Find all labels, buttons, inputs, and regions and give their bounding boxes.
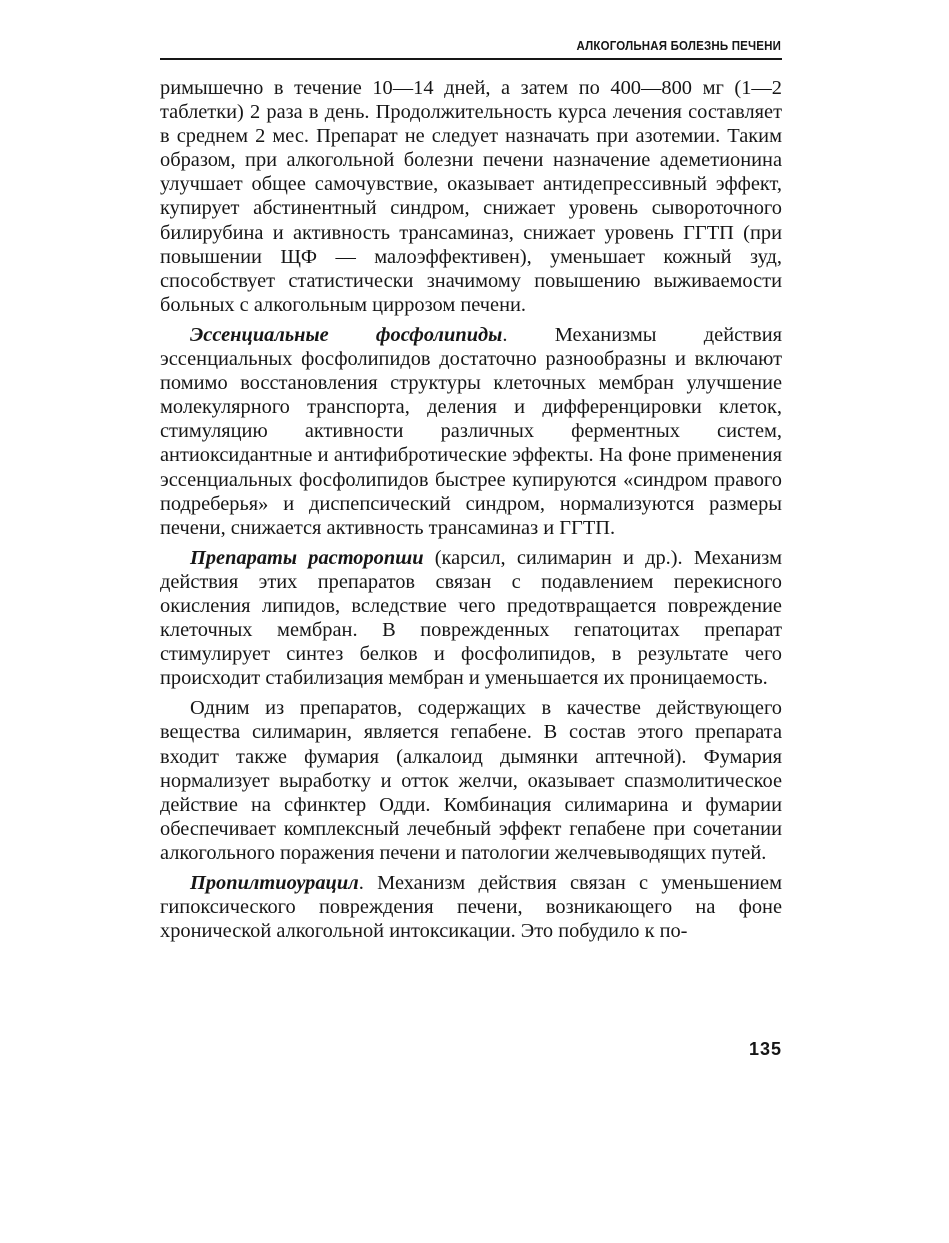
body-text (160, 76, 782, 943)
paragraph-propylthiouracil (160, 871, 782, 943)
paragraph-text: (карсил, силимарин и др.). Механизм действия этих препаратов связан с подавлением перекисного окисления липидов, вследствие чего предотвращается повреждение клеточных мембран. В поврежденных гепатоцитах препарат стимулирует синтез белков и фосфолипидов, в результате чего происходит стабилизация мембран и уменьшается их проницаемость. (160, 546, 782, 690)
paragraph-term: Препараты расторопши (190, 546, 424, 569)
paragraph-term: Пропилтиоурацил (190, 872, 359, 894)
paragraph-milk-thistle (160, 546, 782, 691)
paragraph-text: Одним из препаратов, содержащих в качестве действующего вещества силимарин, является гепабене. В состав этого препарата входит также фумария (алкалоид дымянки аптечной). Фумария нормализует выработку и отток желчи, оказывает спазмолитическое действие на сфинктер Одди. Комбинация силимарина и фумарии обеспечивает комплексный лечебный эффект гепабене при сочетании алкогольного поражения печени и патологии желчевыводящих путей. (160, 697, 782, 864)
paragraph-essential-phospholipids (160, 323, 782, 540)
header-rule (160, 58, 782, 60)
book-page (160, 38, 782, 943)
paragraph-term: Эссенциальные фосфолипиды (190, 323, 503, 346)
paragraph-hepabene (160, 696, 782, 865)
paragraph-adementionine-continued (160, 76, 782, 317)
paragraph-text: римышечно в течение 10—14 дней, а затем по 400—800 мг (1—2 таблетки) 2 раза в день. Продолжительность курса лечения составляет в среднем 2 мес. Препарат не следует назначать при азотемии. Таким образом, при алкогольной болезни печени назначение адеметионина улучшает общее самочувствие, оказывает антидепрессивный эффект, купирует абстинентный синдром, снижает уровень сывороточного билирубина и активность трансаминаз, снижает уровень ГГТП (при повышении ЩФ — малоэффективен), уменьшает кожный зуд, способствует статистически значимому повышению выживаемости больных с алкогольным циррозом печени. (160, 77, 782, 316)
paragraph-text: . Механизм действия связан с уменьшением гипоксического повреждения печени, возникающего на фоне хронической алкогольной интоксикации. Это побудило к по- (160, 872, 782, 943)
page-number: 135 (748, 1039, 782, 1059)
paragraph-text: . Механизмы действия эссенциальных фосфолипидов достаточно разнообразны и включают помимо восстановления структуры клеточных мембран улучшение молекулярного транспорта, деления и дифференцировки клеток, стимуляцию активности различных ферментных систем, антиоксидантные и антифибротические эффекты. На фоне применения эссенциальных фосфолипидов быстрее купируются «синдром правого подреберья» и диспепсический синдром, нормализуются размеры печени, снижается активность трансаминаз и ГГТП. (160, 323, 783, 539)
running-header: АЛКОГОЛЬНАЯ БОЛЕЗНЬ ПЕЧЕНИ (576, 39, 782, 53)
